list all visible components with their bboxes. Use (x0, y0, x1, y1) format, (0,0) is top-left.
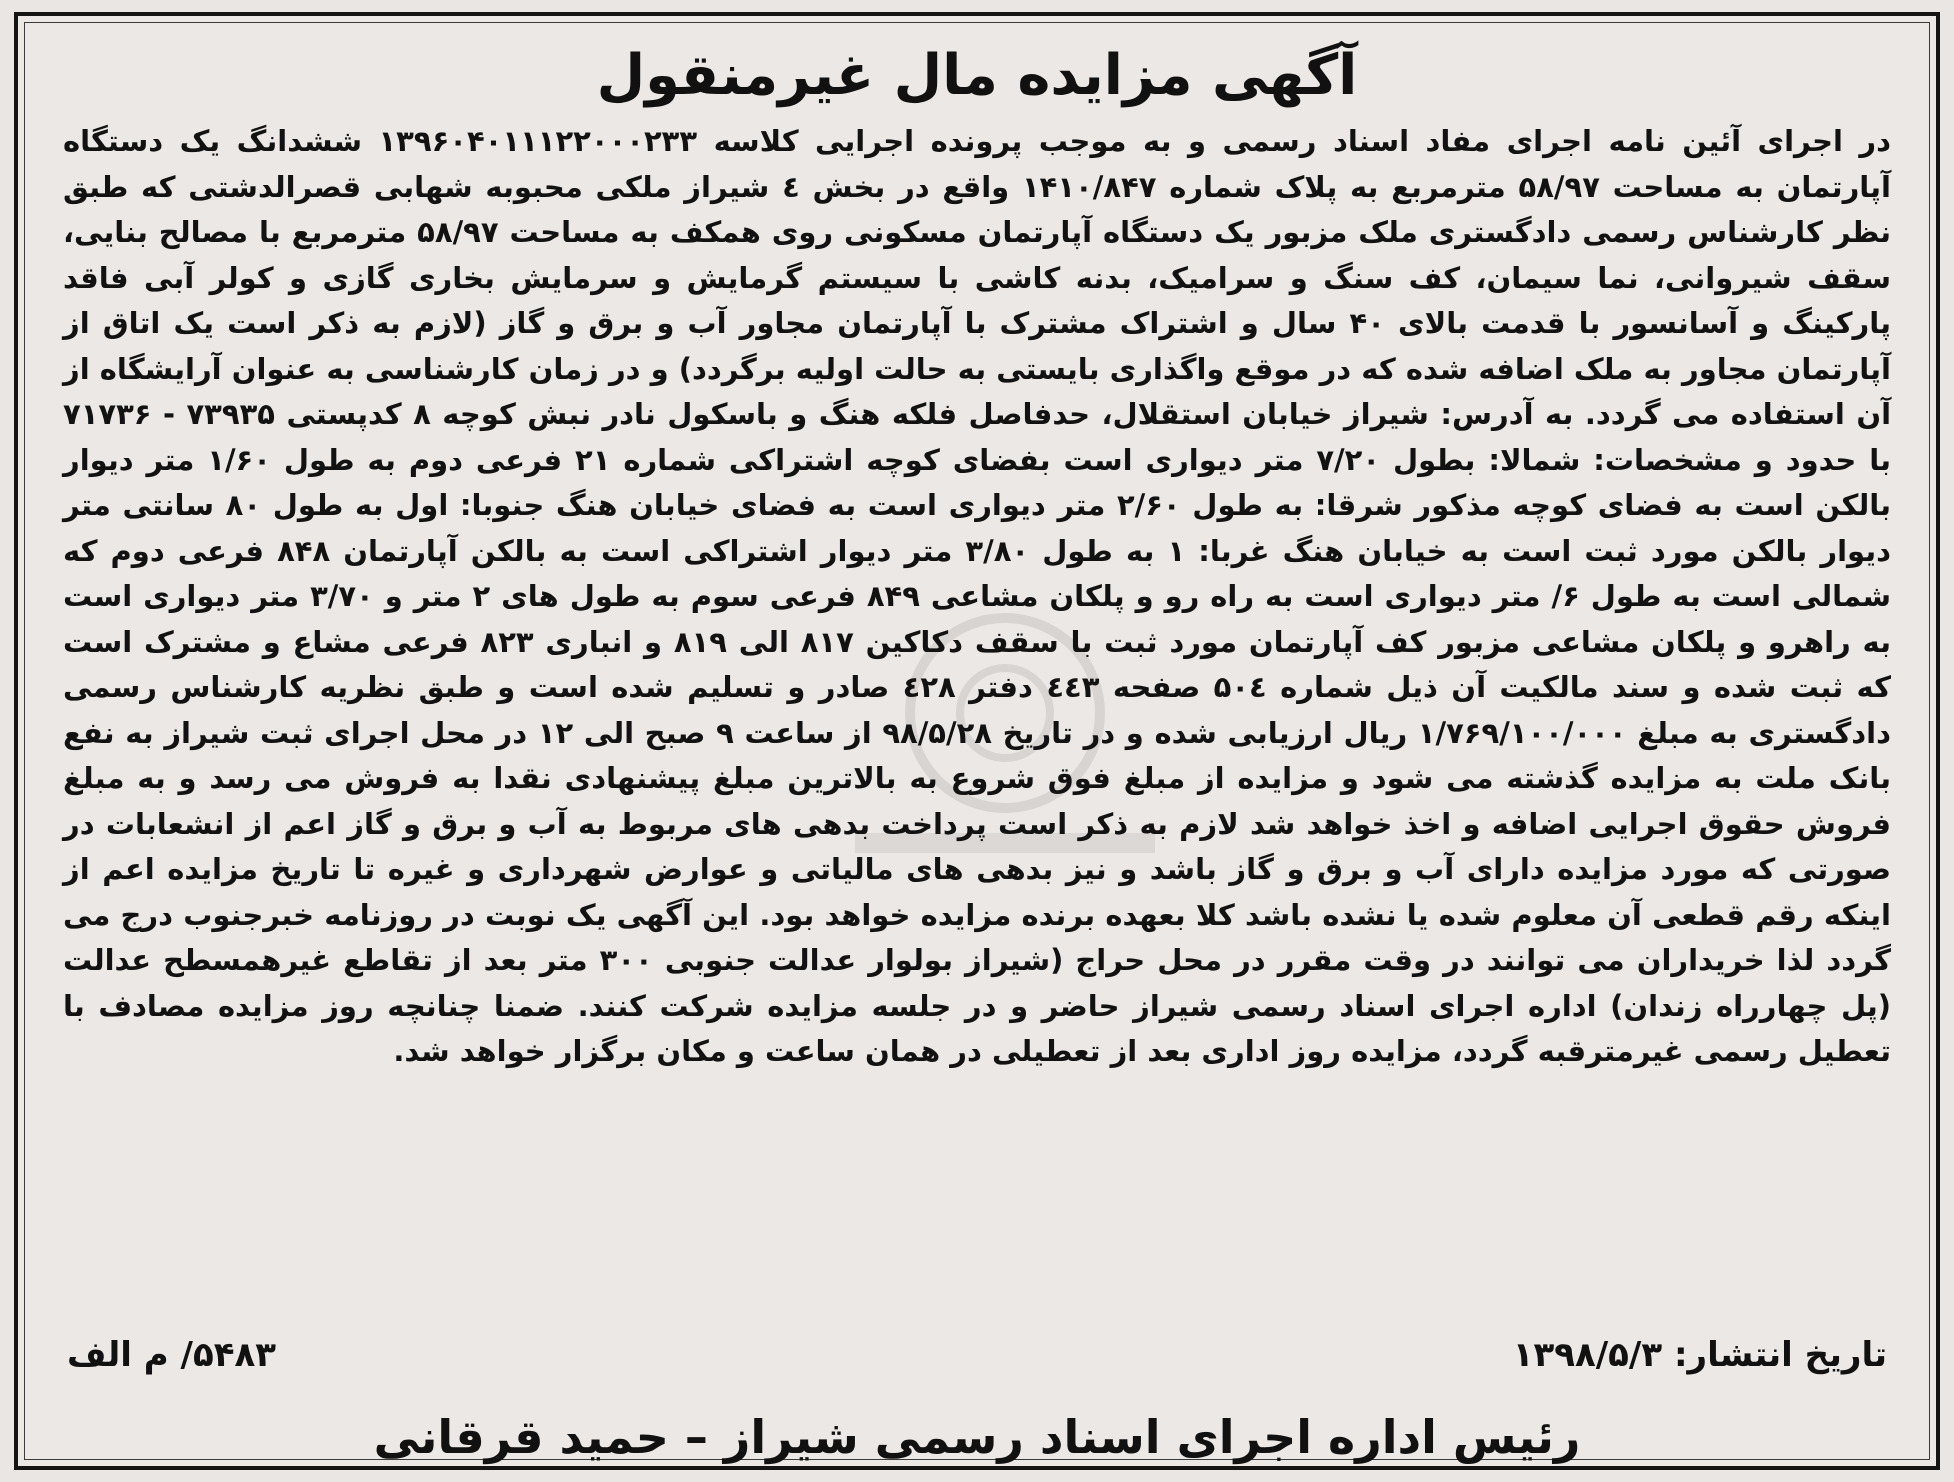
notice-body: در اجرای آئین نامه اجرای مفاد اسناد رسمی و به موجب پرونده اجرایی کلاسه ۱۳۹۶۰۴۰۱۱۱۲۲۰۰۰۲۳۳ ششدانگ یک دستگاه آپارتمان به مساحت ۵۸/۹۷ مترمربع به پلاک شماره ۱۴۱۰/۸۴۷ واقع در بخش ٤ شیراز ملکی محبوبه شهابی قصرالدشتی که طبق نظر کارشناس رسمی دادگستری ملک مزبور یک دستگاه آپارتمان مسکونی روی همکف به مساحت ۵۸/۹۷ مترمربع با مصالح بنایی، سقف شیروانی، نما سیمان، کف سنگ و سرامیک، بدنه کاشی با سیستم گرمایش و سرمایش بخاری گازی و کولر آبی فاقد پارکینگ و آسانسور با قدمت بالای ۴۰ سال و اشتراک مشترک با آپارتمان مجاور آب و برق و گاز (لازم به ذکر است یک اتاق از آپارتمان مجاور به ملک اضافه شده که در موقع واگذاری بایستی به حالت اولیه برگردد) و در زمان کارشناسی به عنوان آرایشگاه از آن استفاده می گردد. به آدرس: شیراز خیابان استقلال، حدفاصل فلکه هنگ و باسکول نادر نبش کوچه ۸ کدپستی ۷۳۹۳۵ - ۷۱۷۳۶ با حدود و مشخصات: شمالا: بطول ۷/۲۰ متر دیواری است بفضای کوچه اشتراکی شماره ۲۱ فرعی دوم به طول ۱/۶۰ متر دیوار بالکن است به فضای کوچه مذکور شرقا: به طول ۲/۶۰ متر دیواری است به فضای خیابان هنگ جنوبا: اول به طول ۸۰ سانتی متر دیوار بالکن مورد ثبت است به خیابان هنگ غربا: ۱ به طول ۳/۸۰ متر دیوار اشتراکی است به بالکن آپارتمان ۸۴۸ فرعی دوم که شمالی است به طول ۶/ متر دیواری است به راه رو و پلکان مشاعی ۸۴۹ فرعی سوم به طول های ۲ متر و ۳/۷۰ متر دیواری است به راهرو و پلکان مشاعی مزبور کف آپارتمان مورد ثبت با سقف دکاکین ۸۱۷ الی ۸۱۹ و انباری ۸۲۳ فرعی مشاع و مشترک است که ثبت شده و سند مالکیت آن ذیل شماره ۵۰٤ صفحه ٤٤۳ دفتر ٤۲۸ صادر و تسلیم شده است و طبق نظریه کارشناس رسمی دادگستری به مبلغ ۱/۷۶۹/۱۰۰/۰۰۰ ریال ارزیابی شده و در تاریخ ۹۸/۵/۲۸ از ساعت ۹ صبح الی ۱۲ در محل اجرای ثبت شیراز به نفع بانک ملت به مزایده گذشته می شود و مزایده از مبلغ فوق شروع به بالاترین مبلغ پیشنهادی نقدا به فروش می رسد و به مبلغ فروش حقوق اجرایی اضافه و اخذ خواهد شد لازم به ذکر است پرداخت بدهی های مربوط به آب و برق و گاز اعم از انشعابات در صورتی که مورد مزایده دارای آب و برق و گاز باشد و نیز بدهی های مالیاتی و عوارض شهرداری و غیره تا تاریخ مزایده اعم از اینکه رقم قطعی آن معلوم شده یا نشده باشد کلا بعهده برنده مزایده خواهد بود. این آگهی یک نوبت در روزنامه خبرجنوب درج می گردد لذا خریداران می توانند در وقت مقرر در محل حراج (شیراز بولوار عدالت جنوبی ۳۰۰ متر بعد از تقاطع غیرهمسطح عدالت (پل چهارراه زندان) اداره اجرای اسناد رسمی شیراز حاضر و در جلسه مزایده شرکت کنند. ضمنا چنانچه روز مزایده مصادف با تعطیل رسمی غیرمترقبه گردد، مزایده روز اداری بعد از تعطیلی در همان ساعت و مکان برگزار خواهد شد. (63, 124, 1892, 1068)
notice-title: آگهی مزایده مال غیرمنقول (596, 43, 1358, 108)
reference-code: ۵۴۸۳/ م الف (67, 1335, 276, 1375)
notice-inner-border (24, 22, 1930, 1464)
notice-footer (67, 1327, 1887, 1383)
signature-line: رئیس اداره اجرای اسناد رسمی شیراز – حمید قرقانی (373, 1410, 1581, 1464)
publication-date: تاریخ انتشار: ۱۳۹۸/۵/۳ (1512, 1335, 1887, 1375)
notice-border (14, 12, 1940, 1470)
